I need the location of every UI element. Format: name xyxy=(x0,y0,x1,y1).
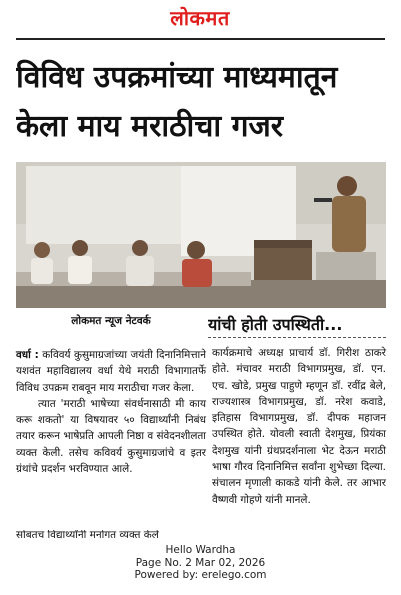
sidebar-heading: यांची होती उपस्थिती... xyxy=(208,315,343,334)
page-footer xyxy=(0,544,401,582)
lokmat-logo: लोकमत xyxy=(170,6,230,30)
sidebar-divider xyxy=(208,337,386,338)
top-rule xyxy=(16,38,385,40)
sidebar-body: कार्यक्रमाचे अध्यक्ष प्राचार्य डॉ. गिरीश ठाकरे होते. मंचावर मराठी विभागप्रमुख, डॉ. एन. एच. खोडे, प्रमुख पाहुणे म्हणून डॉ. रवींद्र बेले, राज्यशास्त्र विभागप्रमुख, डॉ. नरेश कवाडे, इतिहास विभागप्रमुख, डॉ. दीपक महाजन उपस्थित होते. योवली स्वाती देशमुख, प्रियंका देशमुख यांनी ग्रंथप्रदर्शनाला भेट देऊन मराठी भाषा गौरव दिनानिमित्त सर्वांना शुभेच्छा दिल्या. संचालन मृणाली काकडे यांनी केले. तर आभार वैष्णवी गोहणे यांनी मानले. xyxy=(212,347,386,506)
footer-powered-by: Powered by: erelego.com xyxy=(134,569,267,581)
footer-page-date: Page No. 2 Mar 02, 2026 xyxy=(135,556,266,569)
byline: लोकमत न्यूज नेटवर्क xyxy=(71,315,151,327)
article-cut-line: सोबतच विद्यार्थ्यांनी मनोगत व्यक्त केले xyxy=(16,530,159,541)
headline-line-2: केला माय मराठीचा गजर xyxy=(16,109,284,144)
dateline: वर्धा : xyxy=(16,349,39,361)
article-paragraph-2: त्यात 'मराठी भाषेच्या संवर्धनासाठी मी काय करू शकतो' या विषयावर ५० विद्यार्थ्यांनी निबंध तयार करून भाषेप्रति आपली निष्ठा व संवेदनशीलता व्यक्त केली. तसेच कविवर्य कुसुमाग्रजांचे व इतर ग्रंथांचे प्रदर्शन भरविण्यात आले. xyxy=(16,397,206,476)
headline-line-1: विविध उपक्रमांच्या माध्यमातून xyxy=(16,60,338,95)
footer-edition: Hello Wardha xyxy=(165,544,236,556)
article-paragraph-1: कविवर्य कुसुमाग्रजांच्या जयंती दिनानिमित्ताने यशवंत महाविद्यालय वर्धा येथे मराठी विभागातर्फे विविध उपक्रम राबवून माय मराठीचा गजर केला. xyxy=(16,349,206,394)
article-body xyxy=(16,347,206,477)
event-photo xyxy=(16,162,386,308)
article-cut-line-wrap xyxy=(16,530,206,542)
